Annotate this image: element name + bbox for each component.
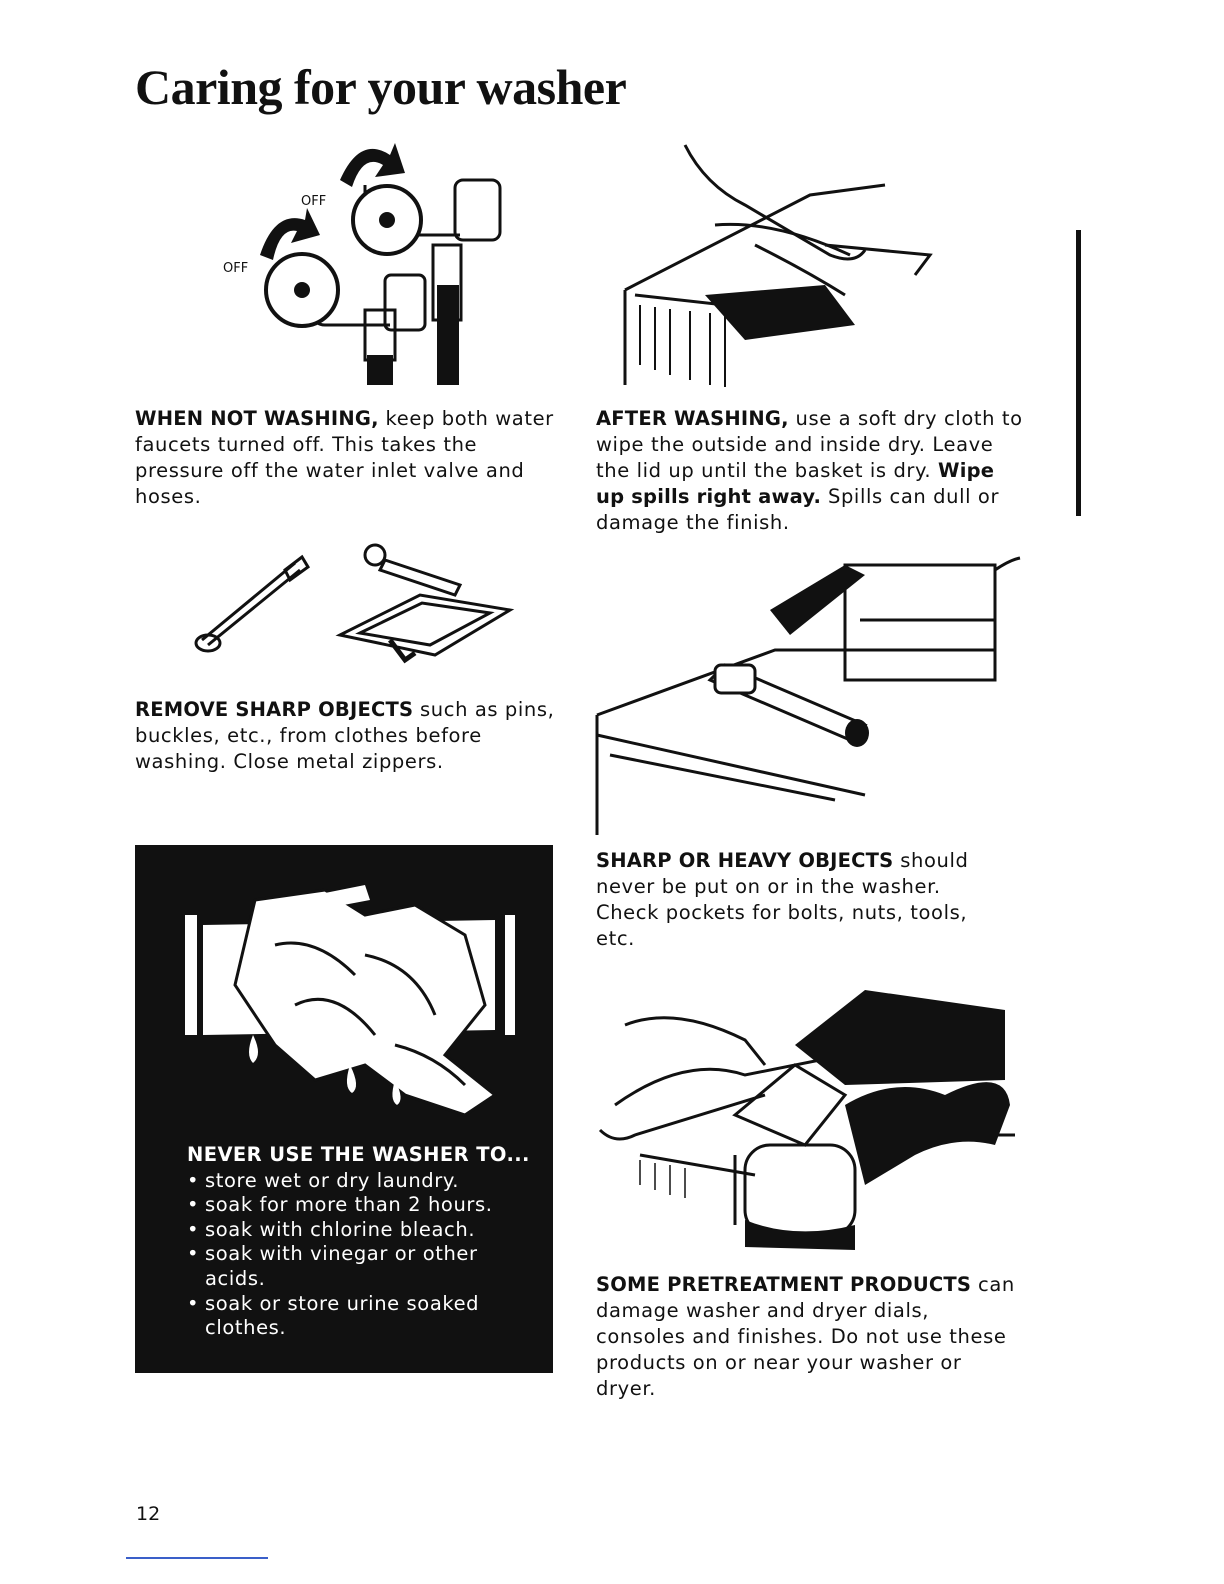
page-number: 12 [136, 1503, 161, 1525]
hammer-on-washer-illustration [595, 550, 1025, 840]
off-label-upper: OFF [301, 194, 327, 209]
warning-item: • soak with chlorine bleach. [187, 1218, 533, 1243]
after-washing-heading: AFTER WASHING, [596, 407, 789, 430]
after-washing-body: use a soft dry cloth to wipe the outside and inside dry. Leave the lid up until the basket is dry. [596, 407, 1023, 482]
wiping-washer-illustration [595, 125, 940, 395]
sharp-objects-body: such as pins, buckles, etc., from clothes before washing. Close metal zippers. [135, 698, 555, 773]
pretreatment-heading: SOME PRETREATMENT PRODUCTS [596, 1273, 972, 1296]
heavy-objects-heading: SHARP OR HEAVY OBJECTS [596, 849, 894, 872]
spills-note-body: Spills can dull or damage the finish. [596, 485, 1000, 534]
warning-list [187, 1169, 533, 1341]
warning-box [135, 845, 553, 1373]
faucets-heading: WHEN NOT WASHING, [135, 407, 379, 430]
warning-item: • store wet or dry laundry. [187, 1169, 533, 1194]
soaking-laundry-illustration [165, 865, 525, 1135]
warning-text [187, 1143, 533, 1341]
pin-and-buckle-illustration [190, 535, 520, 675]
sharp-objects-heading: REMOVE SHARP OBJECTS [135, 698, 414, 721]
pretreatment-paragraph [596, 1272, 1016, 1402]
faucets-body: keep both water faucets turned off. This takes the pressure off the water inlet valve and hoses. [135, 407, 554, 508]
warning-item: • soak with vinegar or other acids. [187, 1242, 533, 1291]
pretreatment-body: can damage washer and dryer dials, consoles and finishes. Do not use these products on or near your washer or dryer. [596, 1273, 1015, 1400]
warning-item: • soak for more than 2 hours. [187, 1193, 533, 1218]
heavy-objects-paragraph [596, 848, 991, 952]
sharp-objects-paragraph [135, 697, 560, 775]
off-label-lower: OFF [223, 261, 249, 276]
page-title: Caring for your washer [135, 59, 627, 115]
warning-item: • soak or store urine soaked clothes. [187, 1292, 533, 1341]
warning-heading: NEVER USE THE WASHER TO... [187, 1143, 530, 1166]
faucets-paragraph [135, 406, 560, 510]
after-washing-paragraph [596, 406, 1026, 536]
spills-note-heading: Wipe up spills right away. [596, 459, 995, 508]
spray-bottle-illustration [595, 985, 1015, 1260]
margin-change-bar [1076, 230, 1081, 516]
faucet-valves-illustration [215, 125, 525, 390]
heavy-objects-body: should never be put on or in the washer. Check pockets for bolts, nuts, tools, etc. [596, 849, 969, 950]
footer-rule [126, 1557, 268, 1559]
